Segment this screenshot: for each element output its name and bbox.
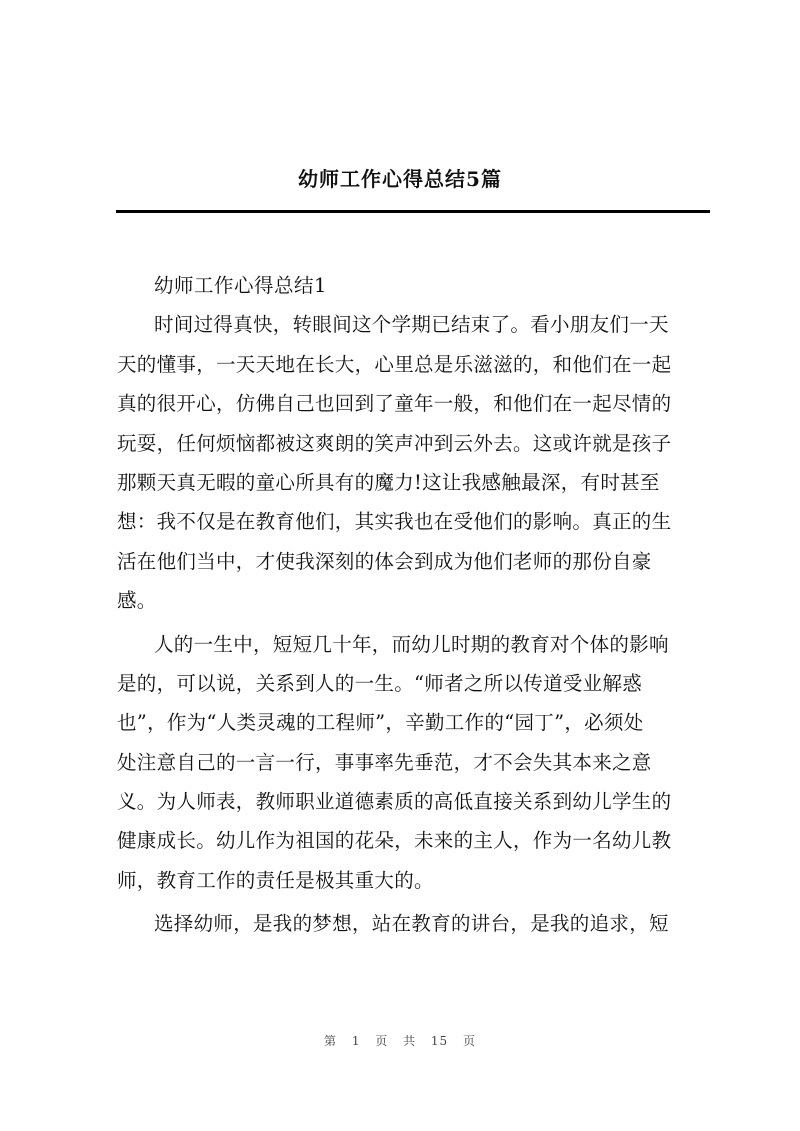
paragraph-line: 选择幼师，是我的梦想，站在教育的讲台，是我的追求，短 [154, 912, 669, 936]
title-underline [116, 210, 710, 213]
paragraph-line: 义。为人师表，教师职业道德素质的高低直接关系到幼儿学生的 [117, 790, 672, 814]
paragraph-line: 真的很开心，仿佛自己也回到了童年一般，和他们在一起尽情的 [117, 392, 672, 416]
page-footer: 第 1 页 共 15 页 [324, 1034, 476, 1048]
paragraph-line: 玩耍，任何烦恼都被这爽朗的笑声冲到云外去。这或许就是孩子 [117, 431, 672, 455]
paragraph-line: 处注意自己的一言一行，事事率先垂范，才不会失其本来之意 [117, 750, 652, 774]
paragraph-2 [117, 625, 712, 901]
paragraph-line: 也”，作为“人类灵魂的工程师”，辛勤工作的“园丁”，必须处 [117, 711, 644, 735]
paragraph-line: 时间过得真快，转眼间这个学期已结束了。看小朋友们一天 [154, 313, 669, 337]
paragraph-line: 活在他们当中，才使我深刻的体会到成为他们老师的那份自豪 [117, 549, 652, 573]
paragraph-line: 天的懂事，一天天地在长大，心里总是乐滋滋的，和他们在一起 [117, 352, 672, 376]
paragraph-1 [117, 305, 712, 620]
paragraph-line: 想：我不仅是在教育他们，其实我也在受他们的影响。真正的生 [117, 510, 672, 534]
paragraph-line: 健康成长。幼儿作为祖国的花朵，未来的主人，作为一名幼儿教 [117, 829, 672, 853]
paragraph-line: 师，教育工作的责任是极其重大的。 [117, 868, 434, 892]
paragraph-line: 人的一生中，短短几十年，而幼儿时期的教育对个体的影响 [154, 632, 669, 656]
paragraph-line: 那颗天真无暇的童心所具有的魔力!这让我感触最深，有时甚至 [117, 470, 660, 494]
section-heading: 幼师工作心得总结1 [154, 274, 327, 297]
paragraph-line: 感。 [117, 589, 157, 613]
document-body [117, 266, 712, 944]
paragraph-line: 是的，可以说，关系到人的一生。“师者之所以传道受业解惑 [117, 671, 643, 695]
paragraph-3 [117, 904, 712, 943]
document-title: 幼师工作心得总结5篇 [298, 167, 502, 191]
